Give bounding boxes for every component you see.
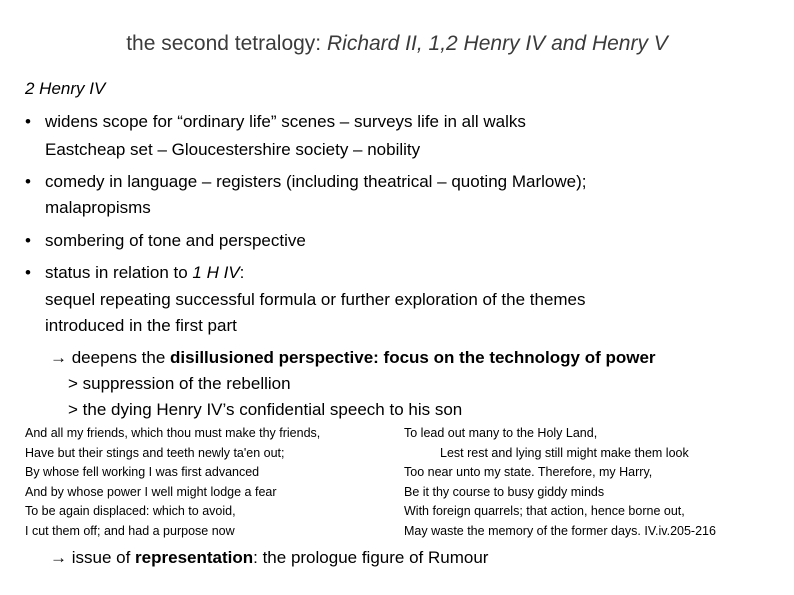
bullet-2-line-2: malapropisms (45, 198, 151, 217)
title-prefix: the second tetralogy: (126, 32, 327, 55)
title-plays: Richard II, 1,2 Henry IV and Henry V (326, 32, 668, 55)
quote-left-column (25, 424, 320, 541)
quote-line: By whose fell working I was first advanced (25, 465, 260, 479)
bullet-4-line-3: introduced in the first part (45, 316, 237, 335)
representation-bold: representation (135, 548, 254, 567)
page-title (0, 32, 794, 56)
bullet-marker: • (25, 263, 31, 282)
bullet-4-prefix: status in relation to (45, 263, 193, 282)
deepens-sub-1: > suppression of the rebellion (68, 374, 291, 393)
quote-line: Lest rest and lying still might make them look (440, 445, 689, 460)
quote-line: And by whose power I well might lodge a fear (25, 484, 277, 499)
quote-right-column (404, 424, 716, 541)
bullet-2-line-1: comedy in language – registers (including theatrical – quoting Marlowe); (45, 172, 587, 191)
representation-prefix: → issue of (50, 548, 136, 567)
quote-line: Too near unto my state. Therefore, my Harry, (404, 465, 653, 479)
quote-line: Have but their stings and teeth newly ta'en out; (25, 445, 285, 460)
representation-suffix: : the prologue figure of Rumour (253, 548, 489, 567)
bullet-4-line-2: sequel repeating successful formula or further exploration of the themes (45, 290, 586, 309)
bullet-marker: • (25, 172, 31, 191)
quote-line: And all my friends, which thou must make thy friends, (25, 426, 321, 440)
deepens-line (50, 348, 656, 368)
deepens-bold: disillusioned perspective: focus on the technology of power (170, 348, 656, 367)
bullet-4-line-1 (45, 263, 244, 283)
representation-line (50, 548, 488, 568)
quote-line: I cut them off; and had a purpose now (25, 523, 235, 538)
bullet-4-italic: 1 H IV (192, 263, 240, 282)
bullet-1-line-1: widens scope for “ordinary life” scenes – surveys life in all walks (45, 112, 526, 131)
quote-line: To lead out many to the Holy Land, (404, 426, 598, 440)
bullet-1-line-2: Eastcheap set – Gloucestershire society – nobility (45, 140, 421, 159)
deepens-sub-2: > the dying Henry IV’s confidential speech to his son (68, 400, 463, 419)
quote-line: To be again displaced: which to avoid, (25, 504, 236, 518)
bullet-marker: • (25, 112, 31, 131)
quote-line: With foreign quarrels; that action, hence borne out, (404, 504, 685, 518)
deepens-prefix: → deepens the (50, 348, 171, 367)
quote-line: Be it thy course to busy giddy minds (404, 484, 605, 499)
quote-line: May waste the memory of the former days. IV.iv.205-216 (404, 523, 716, 538)
bullet-4-suffix: : (239, 263, 245, 282)
section-heading: 2 Henry IV (25, 79, 106, 98)
bullet-marker: • (25, 231, 31, 250)
bullet-3-line-1: sombering of tone and perspective (45, 231, 306, 250)
